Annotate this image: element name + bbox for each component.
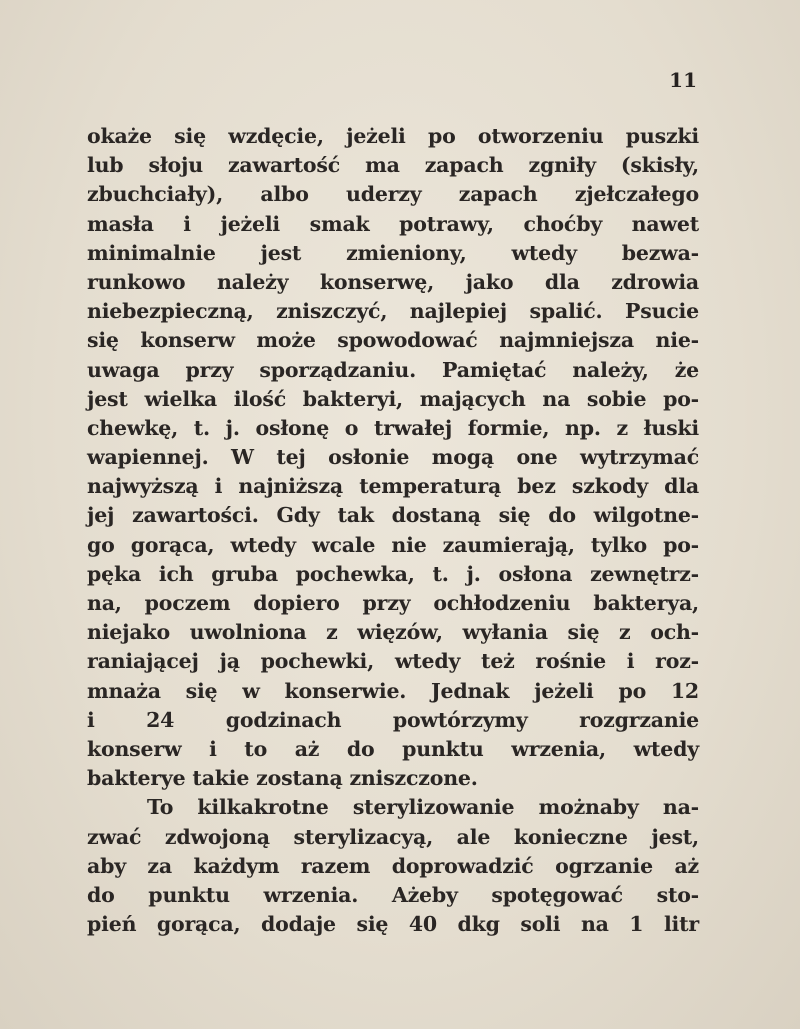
text-line: okaże się wzdęcie, jeżeli po otworzeniu puszki [87,124,699,148]
text-line: lub słoju zawartość ma zapach zgniły (skisły, [87,153,699,178]
text-line: bakterye takie zostaną zniszczone. [87,766,478,791]
text-line: minimalnie jest zmieniony, wtedy bezwa- [87,240,699,265]
text-line: mnaża się w konserwie. Jednak jeżeli po 12 [87,678,699,703]
text-line: zwać zdwojoną sterylizacyą, ale konieczne jest, [87,824,699,849]
text-line: do punktu wrzenia. Ażeby spotęgować sto- [87,882,699,907]
text-line: pień gorąca, dodaje się 40 dkg soli na 1 litr [87,912,699,937]
text-line: runkowo należy konserwę, jako dla zdrowia [87,269,699,294]
text-line: raniającej ją pochewki, wtedy też rośnie i roz- [87,649,699,674]
text-line: i 24 godzinach powtórzymy rozgrzanie [87,707,699,732]
text-line: aby za każdym razem doprowadzić ogrzanie aż [87,853,699,878]
text-line: na, poczem dopiero przy ochłodzeniu bakterya, [87,591,699,615]
text-line: zbuchciały), albo uderzy zapach zjełczałego [87,182,699,207]
body-text [87,122,699,939]
text-line: konserw i to aż do punktu wrzenia, wtedy [87,736,699,761]
text-line: go gorąca, wtedy wcale nie zaumierają, tylko po- [87,532,699,557]
text-line: się konserw może spowodować najmniejsza nie- [87,328,699,353]
text-line: pęka ich gruba pochewka, t. j. osłona zewnętrz- [87,561,699,586]
text-line: masła i jeżeli smak potrawy, choćby nawet [87,211,699,236]
text-line: niebezpieczną, zniszczyć, najlepiej spalić. Psucie [87,299,699,324]
text-line: jest wielka ilość bakteryi, mających na sobie po- [87,386,699,411]
text-line: chewkę, t. j. osłonę o trwałej formie, np. z łuski [87,415,699,440]
text-line: wapiennej. W tej osłonie mogą one wytrzymać [87,445,699,470]
text-line: niejako uwolniona z więzów, wyłania się z och- [87,620,699,645]
text-line: To kilkakrotne sterylizowanie możnaby na- [147,795,699,820]
text-line: uwaga przy sporządzaniu. Pamiętać należy, że [87,357,699,382]
page-number: 11 [669,68,697,92]
text-line: najwyższą i najniższą temperaturą bez szkody dla [87,474,699,499]
text-line: jej zawartości. Gdy tak dostaną się do wilgotne- [87,503,699,528]
